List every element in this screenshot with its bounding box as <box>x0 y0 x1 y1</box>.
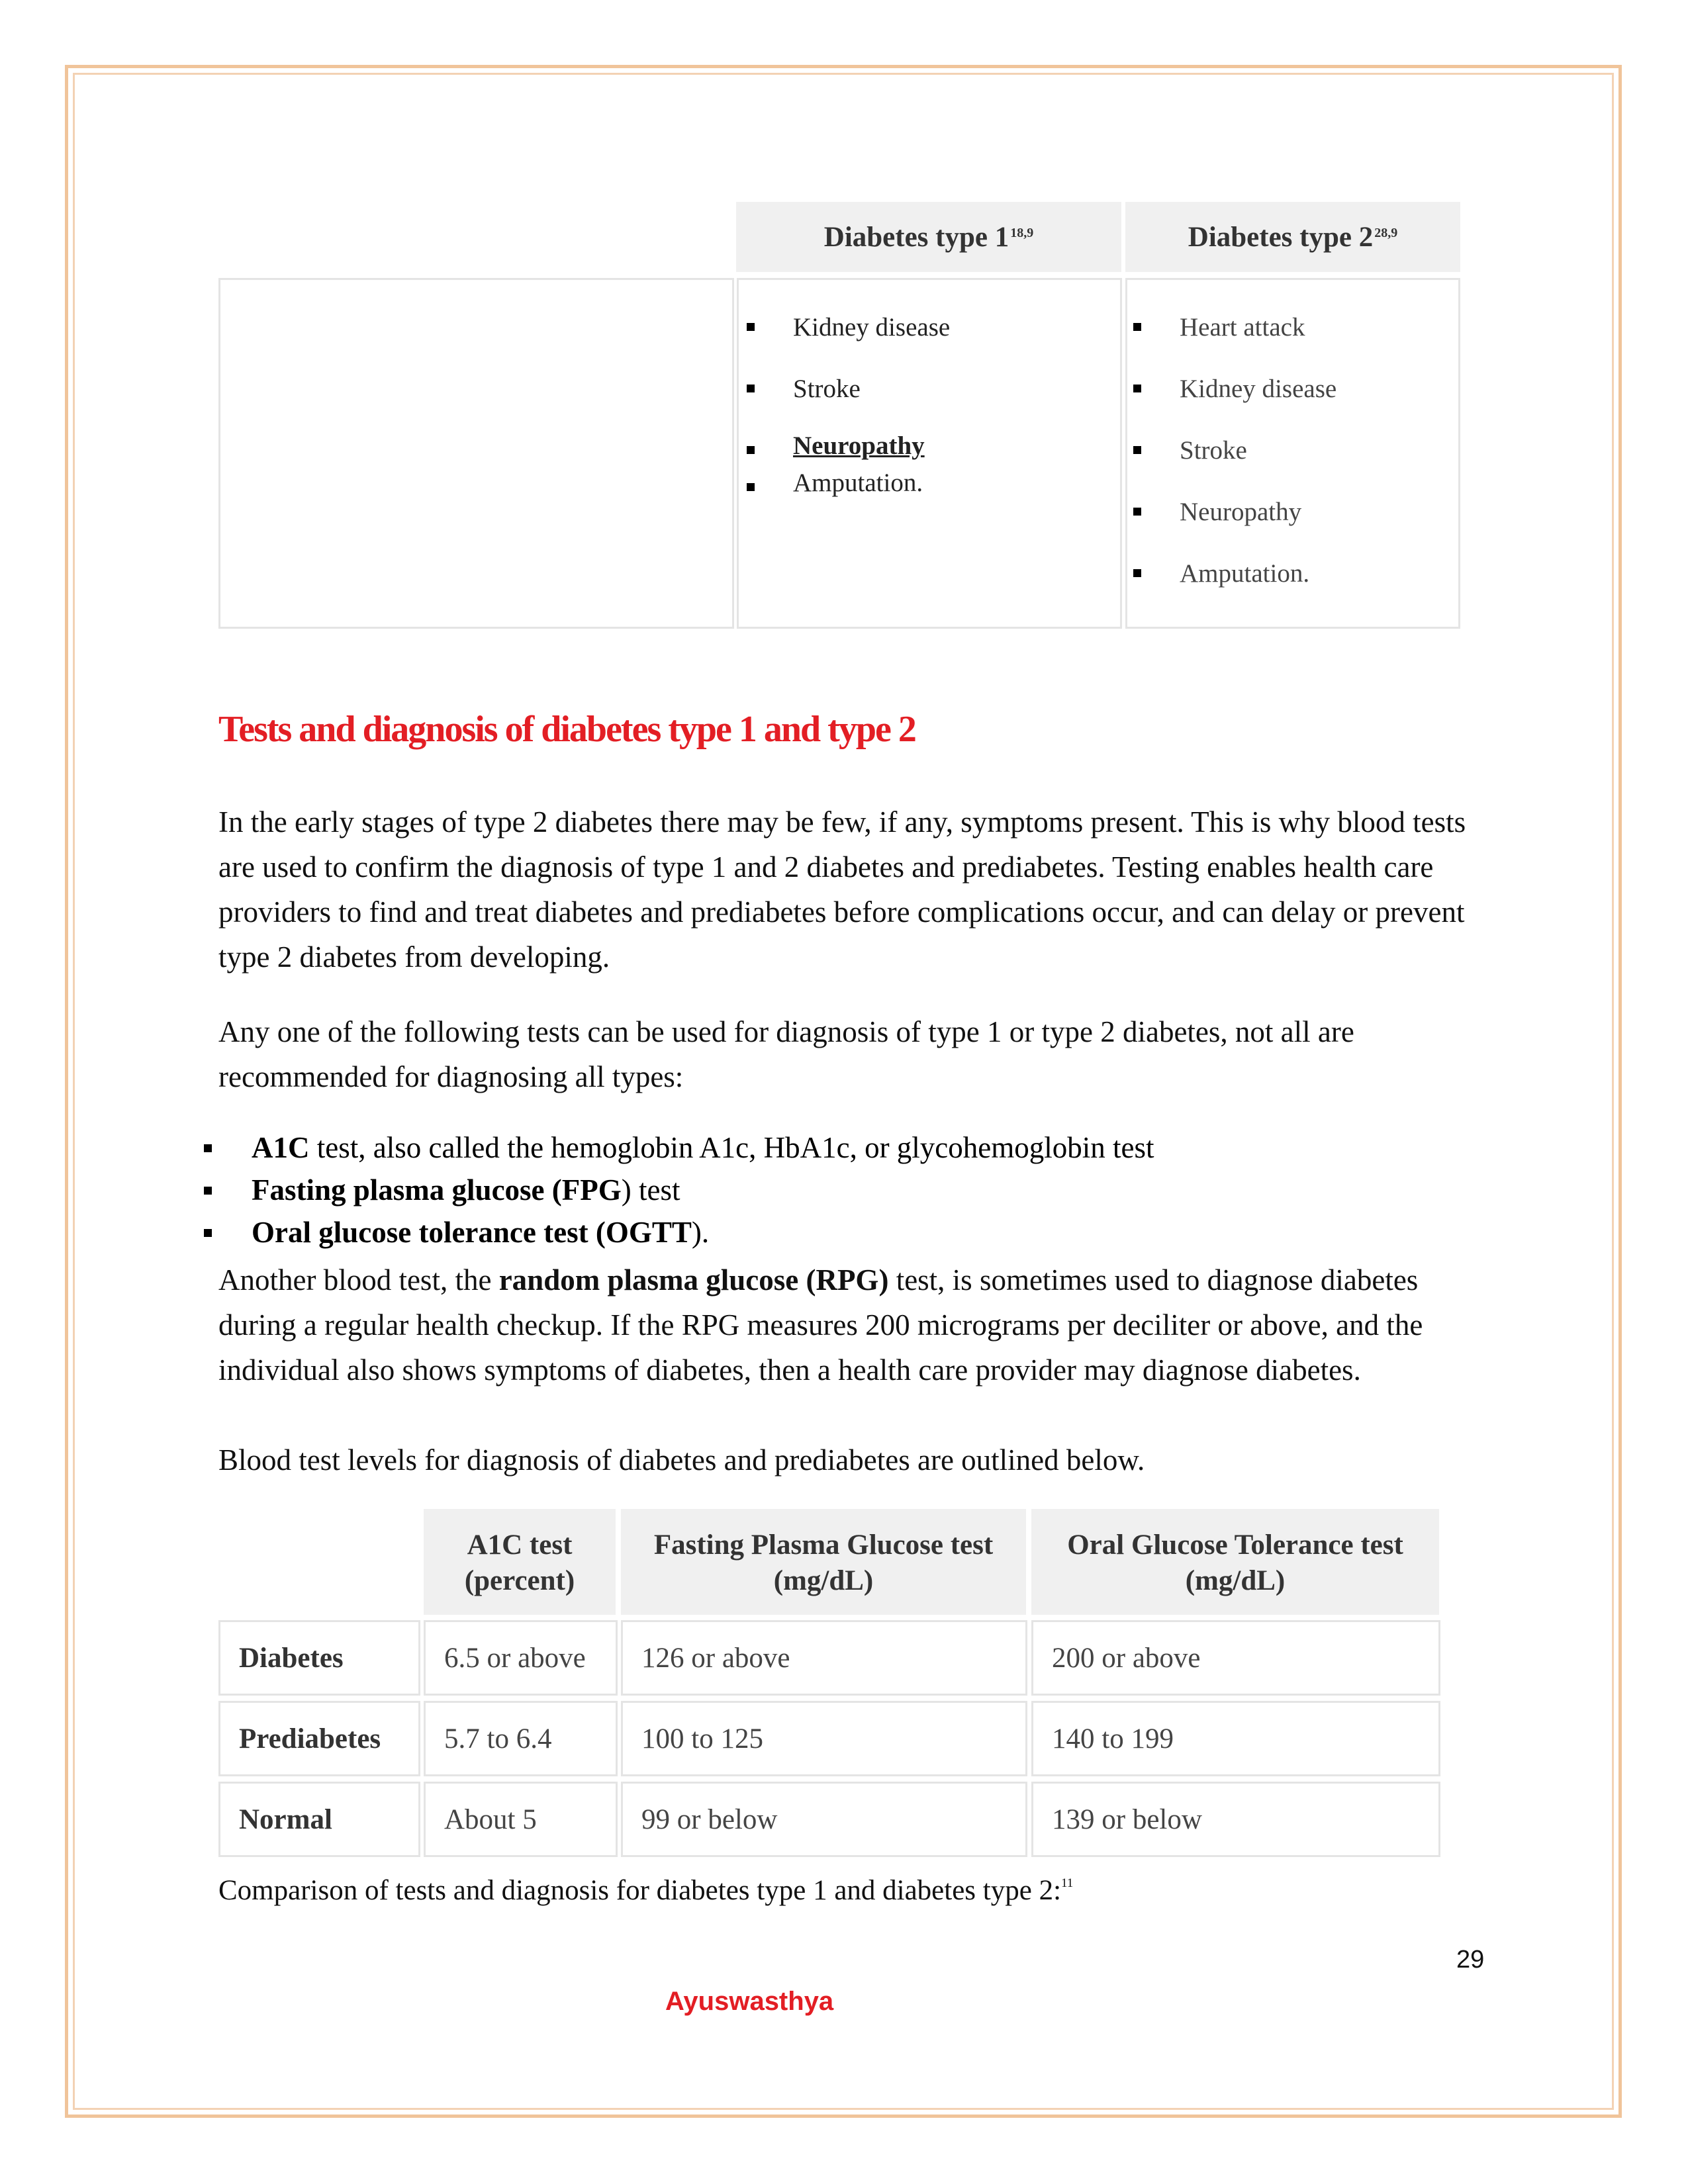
header-fpg: Fasting Plasma Glucose test (mg/dL) <box>621 1509 1026 1615</box>
rpg-test-name: random plasma glucose (RPG) <box>498 1263 889 1297</box>
type1-item: Amputation. <box>740 457 950 503</box>
row-label-normal: Normal <box>218 1782 420 1857</box>
tests-intro-paragraph: Any one of the following tests can be used for diagnosis of type 1 or type 2 diabetes, not all are recommended for diagnosing all types: <box>218 1015 1354 1093</box>
intro-paragraph: In the early stages of type 2 diabetes there may be few, if any, symptoms present. This is why blood tests are used to confirm the diagnosis of type 1 and 2 diabetes and prediabetes. Testing enables health care providers to find and treat diabetes and prediabetes before complications occur, and can delay or prevent type 2 diabetes from developing. <box>218 805 1466 974</box>
page-number: 29 <box>1456 1946 1485 1974</box>
table-cell: 140 to 199 <box>1031 1701 1440 1776</box>
row-label-prediabetes: Prediabetes <box>218 1701 420 1776</box>
header-ogtt: Oral Glucose Tolerance test (mg/dL) <box>1031 1509 1439 1615</box>
table-cell: About 5 <box>424 1782 618 1857</box>
rpg-paragraph <box>218 1257 1503 1392</box>
type2-item: Kidney disease <box>1127 358 1336 420</box>
section-heading: Tests and diagnosis of diabetes type 1 and type 2 <box>218 709 915 750</box>
table-cell: 139 or below <box>1031 1782 1440 1857</box>
table-cell: 100 to 125 <box>621 1701 1027 1776</box>
type2-item: Amputation. <box>1127 543 1336 604</box>
table-cell: 200 or above <box>1031 1620 1440 1696</box>
table-cell: 126 or above <box>621 1620 1027 1696</box>
test-name: A1C <box>252 1131 310 1164</box>
table-caption <box>218 1874 1073 1907</box>
type1-header-label: Diabetes type 1 <box>823 221 1009 253</box>
header-a1c: A1C test (percent) <box>424 1509 616 1615</box>
type1-list <box>740 296 950 503</box>
type1-ref: 18,9 <box>1010 225 1034 240</box>
test-desc: ). <box>691 1216 710 1249</box>
table-cell: 5.7 to 6.4 <box>424 1701 618 1776</box>
table-cell: 99 or below <box>621 1782 1027 1857</box>
type2-item: Stroke <box>1127 420 1336 481</box>
rpg-text-before: Another blood test, the <box>218 1263 499 1297</box>
footer-brand: Ayuswasthya <box>665 1987 834 2016</box>
rpg-text-after: test, is sometimes used to diagnose diabetes during a regular health checkup. If the RPG measures 200 micrograms per deciliter or above, and the individual also shows symptoms of diabetes, then a health care provider may diagnose diabetes. <box>218 1263 1423 1387</box>
type2-ref: 28,9 <box>1374 225 1398 240</box>
row-label-diabetes: Diabetes <box>218 1620 420 1696</box>
test-name: Oral glucose tolerance test (OGTT <box>252 1216 692 1249</box>
test-desc: test, also called the hemoglobin A1c, HbA1c, or glycohemoglobin test <box>309 1131 1154 1164</box>
type1-item: Stroke <box>740 358 950 420</box>
table-cell: 6.5 or above <box>424 1620 618 1696</box>
caption-text: Comparison of tests and diagnosis for diabetes type 1 and diabetes type 2: <box>218 1875 1062 1906</box>
empty-cell <box>218 278 734 629</box>
list-item <box>204 1211 1154 1253</box>
type2-list <box>1127 296 1336 604</box>
type2-header <box>1125 202 1460 272</box>
caption-ref: 11 <box>1061 1876 1074 1890</box>
type2-item: Neuropathy <box>1127 481 1336 543</box>
type2-item: Heart attack <box>1127 296 1336 358</box>
type1-header <box>736 202 1121 272</box>
list-item <box>204 1126 1154 1169</box>
list-item <box>204 1169 1154 1211</box>
levels-intro: Blood test levels for diagnosis of diabetes and prediabetes are outlined below. <box>218 1443 1145 1477</box>
type2-header-label: Diabetes type 2 <box>1188 221 1374 253</box>
tests-list <box>204 1126 1154 1253</box>
type1-item: Kidney disease <box>740 296 950 358</box>
test-name: Fasting plasma glucose (FPG <box>252 1173 622 1206</box>
test-desc: ) test <box>621 1173 680 1206</box>
type1-item: Neuropathy <box>740 420 950 457</box>
